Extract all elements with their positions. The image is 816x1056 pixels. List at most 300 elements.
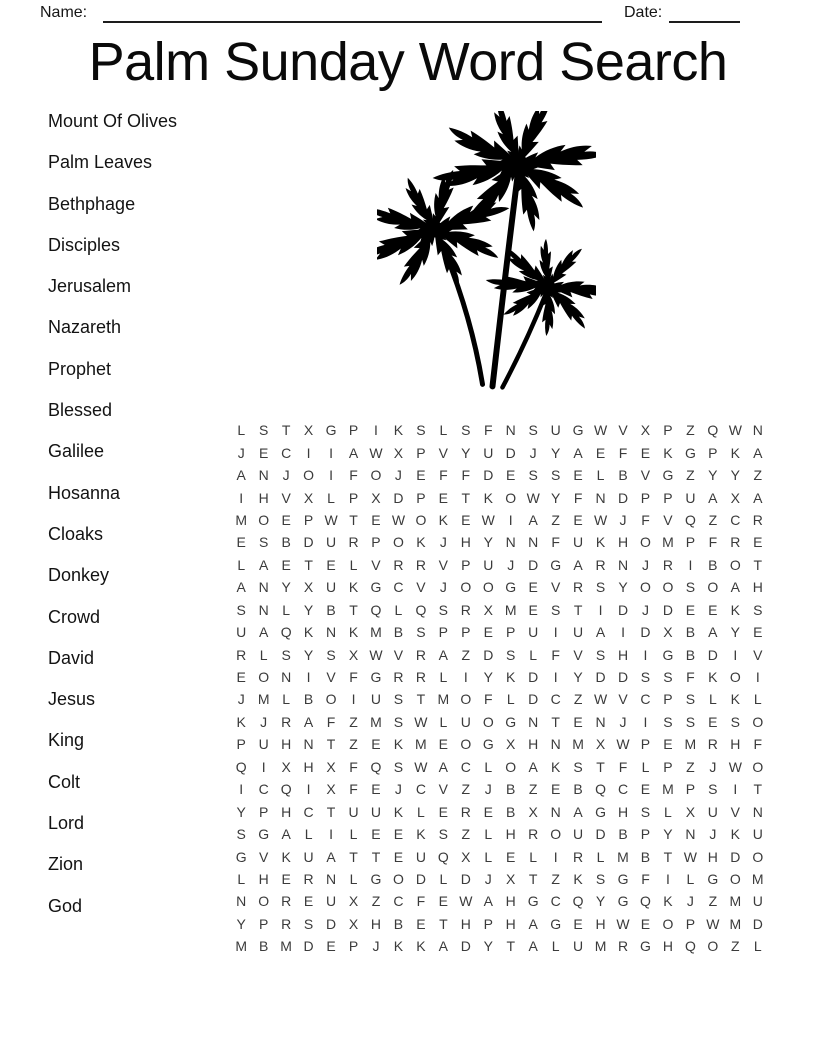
grid-letter: D	[595, 826, 606, 843]
grid-letter: Z	[528, 781, 538, 798]
grid-letter: H	[617, 803, 629, 820]
grid-letter: O	[415, 511, 427, 528]
grid-letter: W	[728, 422, 742, 439]
grid-letter: Q	[684, 938, 696, 955]
grid-letter: H	[595, 915, 606, 932]
grid-letter: F	[686, 669, 695, 686]
grid-letter: Y	[550, 489, 561, 506]
grid-letter: N	[505, 422, 516, 439]
grid-letter: Y	[618, 579, 628, 596]
grid-letter: K	[663, 444, 673, 461]
grid-letter: D	[617, 601, 629, 618]
grid-letter: I	[351, 691, 356, 708]
grid-letter: O	[752, 758, 764, 775]
grid-letter: L	[641, 758, 650, 775]
grid-letter: O	[707, 938, 719, 955]
grid-letter: G	[235, 848, 247, 865]
grid-letter: K	[416, 938, 426, 955]
grid-letter: T	[371, 848, 381, 865]
grid-letter: A	[573, 444, 583, 461]
grid-letter: H	[460, 534, 471, 551]
grid-letter: K	[393, 938, 404, 955]
grid-letter: I	[643, 713, 648, 730]
grid-letter: D	[415, 870, 426, 887]
grid-letter: L	[304, 826, 313, 843]
grid-letter: L	[349, 556, 358, 573]
grid-letter: C	[550, 893, 561, 910]
grid-letter: T	[551, 713, 560, 730]
grid-letter: A	[753, 444, 763, 461]
grid-letter: U	[483, 444, 494, 461]
grid-letter: X	[483, 601, 493, 618]
grid-letter: Y	[483, 669, 493, 686]
grid-letter: M	[280, 938, 292, 955]
grid-letter: P	[640, 489, 651, 506]
grid-letter: J	[641, 556, 649, 573]
grid-letter: K	[730, 691, 740, 708]
grid-letter: J	[439, 579, 447, 596]
grid-letter: O	[258, 893, 270, 910]
grid-letter: N	[752, 803, 763, 820]
grid-letter: L	[686, 870, 695, 887]
grid-letter: I	[733, 781, 738, 798]
grid-letter: F	[618, 758, 628, 775]
grid-letter: U	[370, 691, 382, 708]
grid-letter: X	[326, 781, 336, 798]
grid-letter: L	[439, 669, 448, 686]
grid-letter: Y	[303, 601, 314, 618]
grid-letter: R	[236, 646, 247, 663]
grid-letter: G	[640, 938, 651, 955]
grid-letter: V	[730, 803, 740, 820]
grid-letter: Z	[551, 870, 560, 887]
grid-letter: L	[282, 601, 291, 618]
grid-letter: D	[662, 601, 673, 618]
grid-letter: X	[506, 870, 516, 887]
grid-letter: K	[730, 444, 740, 461]
grid-letter: S	[708, 781, 718, 798]
word-list-item: Galilee	[48, 441, 105, 462]
grid-letter: G	[482, 736, 494, 753]
grid-letter: U	[528, 624, 539, 641]
grid-letter: S	[259, 422, 269, 439]
grid-letter: V	[416, 579, 426, 596]
grid-letter: G	[325, 422, 337, 439]
grid-letter: H	[617, 534, 629, 551]
grid-letter: P	[461, 556, 471, 573]
grid-letter: A	[236, 579, 246, 596]
grid-letter: E	[371, 511, 381, 528]
grid-letter: X	[685, 803, 696, 820]
grid-letter: A	[573, 803, 583, 820]
grid-letter: J	[686, 893, 694, 910]
grid-letter: V	[550, 579, 561, 596]
grid-letter: P	[685, 915, 696, 932]
grid-letter: L	[506, 691, 515, 708]
grid-letter: N	[325, 624, 337, 641]
grid-letter: I	[553, 624, 558, 641]
grid-letter: V	[259, 848, 269, 865]
palm-trees-image	[377, 111, 596, 401]
grid-letter: R	[573, 848, 584, 865]
grid-letter: N	[752, 422, 763, 439]
grid-letter: X	[281, 758, 291, 775]
grid-letter: O	[505, 489, 517, 506]
grid-letter: O	[482, 713, 494, 730]
grid-letter: T	[506, 938, 515, 955]
grid-letter: J	[641, 601, 649, 618]
grid-letter: Q	[280, 781, 292, 798]
grid-letter: L	[439, 422, 448, 439]
grid-letter: R	[707, 736, 718, 753]
name-label: Name:	[40, 4, 88, 21]
grid-letter: V	[573, 646, 583, 663]
grid-letter: G	[370, 579, 382, 596]
grid-letter: S	[663, 713, 673, 730]
grid-letter: Y	[663, 826, 673, 843]
grid-letter: P	[438, 624, 449, 641]
grid-letter: H	[505, 826, 516, 843]
grid-letter: K	[550, 758, 561, 775]
grid-letter: D	[528, 691, 539, 708]
grid-letter: I	[553, 848, 558, 865]
grid-letter: V	[371, 556, 381, 573]
grid-letter: E	[438, 893, 449, 910]
grid-letter: A	[573, 556, 583, 573]
grid-letter: K	[663, 893, 673, 910]
grid-letter: H	[370, 915, 382, 932]
grid-letter: U	[325, 534, 337, 551]
grid-letter: J	[484, 781, 492, 798]
grid-letter: L	[237, 556, 246, 573]
grid-letter: F	[349, 758, 358, 775]
grid-letter: F	[439, 467, 448, 484]
grid-letter: Z	[686, 422, 695, 439]
grid-letter: U	[236, 624, 247, 641]
grid-letter: G	[527, 893, 539, 910]
grid-letter: S	[393, 713, 404, 730]
grid-letter: N	[617, 556, 629, 573]
grid-letter: N	[550, 736, 561, 753]
grid-letter: P	[663, 422, 673, 439]
grid-letter: L	[439, 713, 448, 730]
grid-letter: E	[393, 848, 404, 865]
grid-letter: I	[329, 444, 333, 461]
grid-letter: G	[550, 556, 562, 573]
grid-letter: Z	[371, 893, 381, 910]
grid-letter: W	[414, 713, 428, 730]
word-list-item: Jesus	[48, 689, 96, 710]
grid-letter: O	[325, 691, 337, 708]
grid-letter: P	[685, 534, 696, 551]
grid-letter: Q	[235, 758, 247, 775]
grid-letter: K	[483, 489, 493, 506]
grid-letter: A	[348, 444, 359, 461]
grid-letter: D	[460, 870, 471, 887]
grid-letter: S	[640, 669, 651, 686]
word-list-item: Disciples	[48, 234, 121, 255]
grid-letter: E	[371, 736, 381, 753]
grid-letter: X	[303, 422, 314, 439]
grid-letter: L	[753, 938, 762, 955]
grid-letter: E	[438, 803, 449, 820]
grid-letter: E	[236, 669, 246, 686]
grid-letter: L	[753, 691, 762, 708]
grid-letter: E	[281, 556, 291, 573]
grid-letter: Z	[708, 511, 718, 528]
grid-letter: G	[505, 713, 517, 730]
grid-letter: E	[416, 467, 426, 484]
grid-letter: I	[329, 826, 333, 843]
grid-letter: Y	[708, 467, 718, 484]
word-list-item: Donkey	[48, 565, 110, 586]
grid-letter: Z	[461, 646, 471, 663]
word-search-grid	[230, 419, 769, 958]
grid-letter: M	[729, 915, 742, 932]
grid-letter: L	[394, 601, 403, 618]
grid-letter: V	[438, 781, 449, 798]
grid-letter: Z	[461, 781, 471, 798]
word-list	[48, 101, 177, 927]
grid-letter: E	[663, 736, 673, 753]
grid-letter: B	[506, 781, 516, 798]
grid-letter: Q	[684, 511, 696, 528]
grid-letter: K	[303, 624, 314, 641]
grid-letter: N	[595, 713, 606, 730]
grid-letter: I	[755, 669, 760, 686]
grid-letter: V	[326, 669, 336, 686]
grid-letter: Z	[551, 511, 560, 528]
grid-letter: E	[640, 915, 651, 932]
grid-letter: P	[506, 624, 516, 641]
grid-letter: I	[374, 422, 378, 439]
word-list-item: Lord	[48, 813, 85, 834]
grid-letter: J	[282, 467, 290, 484]
grid-letter: Y	[730, 624, 740, 641]
grid-letter: A	[708, 624, 718, 641]
grid-letter: Z	[686, 758, 695, 775]
grid-letter: I	[239, 781, 244, 798]
grid-letter: P	[640, 736, 651, 753]
grid-letter: Q	[437, 848, 449, 865]
grid-letter: M	[662, 534, 674, 551]
grid-letter: M	[415, 736, 427, 753]
grid-letter: S	[326, 646, 336, 663]
grid-letter: W	[459, 893, 473, 910]
grid-letter: M	[594, 938, 607, 955]
grid-letter: L	[327, 489, 335, 506]
grid-letter: G	[662, 646, 674, 663]
grid-letter: C	[460, 758, 471, 775]
grid-letter: I	[598, 601, 603, 618]
grid-letter: E	[393, 826, 404, 843]
grid-letter: E	[595, 444, 606, 461]
grid-letter: L	[529, 848, 538, 865]
grid-letter: B	[573, 781, 583, 798]
grid-letter: J	[394, 781, 402, 798]
grid-letter: A	[236, 467, 246, 484]
grid-letter: O	[392, 870, 404, 887]
grid-letter: L	[484, 758, 493, 775]
grid-letter: U	[573, 938, 584, 955]
grid-letter: J	[394, 467, 402, 484]
grid-letter: N	[236, 893, 247, 910]
grid-letter: B	[685, 624, 696, 641]
grid-letter: X	[461, 848, 471, 865]
grid-letter: S	[236, 601, 246, 618]
word-list-item: Blessed	[48, 400, 113, 421]
grid-letter: S	[550, 467, 561, 484]
word-list-item: Bethphage	[48, 193, 136, 214]
grid-letter: G	[258, 826, 270, 843]
grid-letter: H	[730, 736, 741, 753]
grid-letter: D	[325, 915, 337, 932]
grid-letter: F	[551, 646, 560, 663]
grid-letter: W	[593, 422, 608, 439]
grid-letter: R	[595, 556, 606, 573]
grid-letter: K	[281, 848, 291, 865]
grid-letter: N	[505, 534, 516, 551]
grid-letter: Y	[573, 669, 583, 686]
grid-letter: U	[573, 624, 584, 641]
grid-letter: E	[640, 444, 651, 461]
grid-letter: D	[752, 915, 763, 932]
grid-letter: T	[326, 803, 336, 820]
grid-letter: F	[483, 691, 493, 708]
grid-letter: J	[439, 534, 447, 551]
grid-letter: X	[348, 915, 359, 932]
grid-letter: Y	[461, 444, 471, 461]
grid-letter: D	[303, 534, 314, 551]
grid-letter: V	[663, 511, 673, 528]
grid-letter: J	[260, 713, 268, 730]
grid-letter: P	[348, 938, 359, 955]
grid-letter: S	[595, 579, 606, 596]
grid-letter: H	[460, 915, 471, 932]
grid-letter: D	[595, 669, 606, 686]
grid-letter: R	[348, 534, 359, 551]
grid-letter: O	[392, 534, 404, 551]
grid-letter: Q	[415, 601, 427, 618]
grid-letter: W	[369, 444, 383, 461]
grid-letter: R	[281, 915, 292, 932]
grid-letter: C	[550, 691, 561, 708]
grid-letter: P	[461, 624, 471, 641]
grid-letter: E	[685, 601, 696, 618]
grid-letter: E	[438, 736, 449, 753]
grid-letter: E	[506, 848, 516, 865]
grid-letter: M	[729, 893, 742, 910]
grid-letter: O	[662, 579, 674, 596]
grid-letter: B	[506, 803, 516, 820]
grid-letter: X	[371, 489, 381, 506]
grid-letter: S	[281, 646, 291, 663]
grid-letter: T	[439, 915, 448, 932]
grid-letter: V	[438, 444, 449, 461]
grid-letter: O	[662, 915, 674, 932]
grid-letter: S	[528, 467, 538, 484]
grid-letter: M	[572, 736, 584, 753]
grid-letter: E	[461, 511, 471, 528]
grid-letter: A	[595, 624, 606, 641]
grid-letter: U	[370, 803, 382, 820]
grid-letter: E	[573, 713, 583, 730]
grid-letter: U	[550, 422, 561, 439]
grid-letter: K	[348, 624, 359, 641]
grid-letter: L	[259, 646, 268, 663]
grid-letter: E	[550, 781, 561, 798]
grid-letter: T	[573, 601, 583, 618]
grid-letter: P	[259, 915, 269, 932]
grid-letter: K	[595, 534, 606, 551]
grid-letter: L	[237, 422, 246, 439]
grid-letter: M	[370, 713, 382, 730]
grid-letter: S	[438, 826, 449, 843]
page-title: Palm Sunday Word Search	[88, 32, 728, 92]
grid-letter: V	[618, 422, 628, 439]
grid-letter: V	[753, 646, 763, 663]
grid-letter: N	[325, 870, 337, 887]
grid-letter: E	[483, 803, 493, 820]
grid-letter: O	[640, 579, 651, 596]
word-list-item: King	[48, 730, 85, 751]
grid-letter: L	[439, 870, 448, 887]
grid-letter: J	[619, 713, 627, 730]
grid-letter: W	[414, 758, 428, 775]
grid-letter: O	[752, 713, 764, 730]
grid-letter: X	[303, 489, 314, 506]
grid-letter: Q	[370, 601, 382, 618]
grid-letter: W	[369, 646, 383, 663]
grid-letter: J	[237, 691, 245, 708]
grid-letter: H	[303, 758, 314, 775]
grid-letter: M	[437, 691, 450, 708]
grid-letter: A	[259, 556, 269, 573]
grid-letter: H	[662, 938, 673, 955]
grid-letter: I	[239, 489, 244, 506]
grid-letter: I	[463, 669, 468, 686]
grid-letter: X	[663, 624, 673, 641]
grid-letter: F	[326, 713, 336, 730]
grid-letter: J	[484, 870, 492, 887]
grid-letter: K	[348, 579, 359, 596]
grid-letter: R	[730, 534, 741, 551]
grid-letter: F	[641, 870, 650, 887]
grid-letter: G	[370, 870, 382, 887]
grid-letter: K	[730, 601, 740, 618]
grid-letter: W	[706, 915, 720, 932]
grid-letter: E	[371, 826, 381, 843]
grid-letter: P	[348, 422, 359, 439]
grid-letter: P	[640, 826, 651, 843]
grid-letter: M	[257, 691, 270, 708]
grid-letter: M	[504, 601, 517, 618]
grid-letter: J	[237, 444, 245, 461]
grid-letter: T	[326, 736, 336, 753]
grid-letter: M	[235, 938, 248, 955]
grid-letter: N	[258, 579, 269, 596]
grid-letter: E	[573, 511, 583, 528]
grid-letter: Y	[236, 915, 246, 932]
grid-letter: K	[236, 713, 246, 730]
grid-letter: A	[483, 893, 493, 910]
grid-letter: U	[325, 893, 337, 910]
word-list-item: Palm Leaves	[48, 152, 153, 173]
grid-letter: M	[617, 848, 629, 865]
grid-letter: B	[259, 938, 269, 955]
grid-letter: Y	[236, 803, 246, 820]
grid-letter: O	[460, 736, 472, 753]
